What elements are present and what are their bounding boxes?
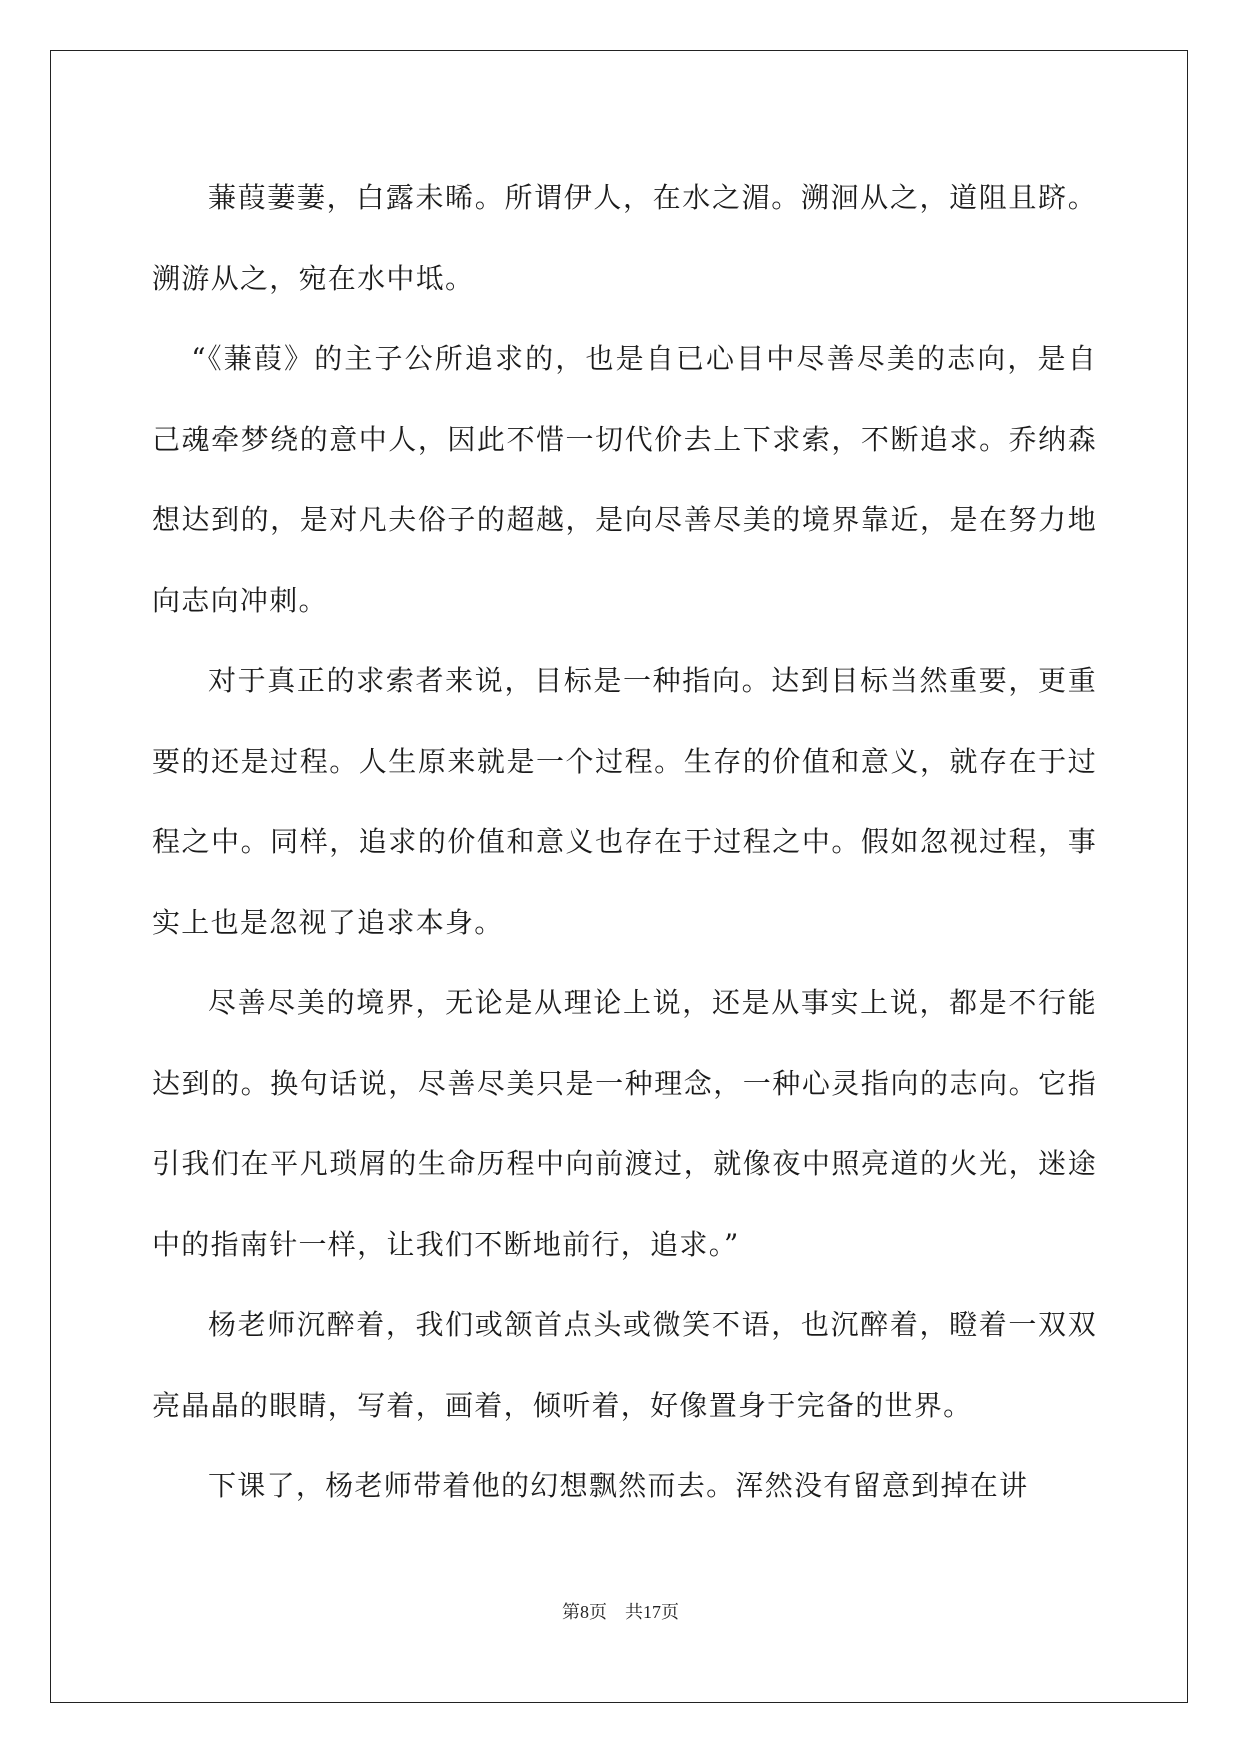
- paragraph-poem: 蒹葭萋萋，白露未晞。所谓伊人，在水之湄。溯洄从之，道阻且跻。溯游从之，宛在水中坻。: [152, 181, 1097, 295]
- page-number-footer: 第8页 共17页: [562, 1602, 679, 1622]
- paragraph-quote-start: “《蒹葭》的主子公所追求的，也是自已心目中尽善尽美的志向，是自己魂牵梦绕的意中人，因此不惜一切代价去上下求索，不断追求。乔纳森想达到的，是对凡夫俗子的超越，是向尽善尽美的境界靠近，是在努力地向志向冲刺。: [152, 342, 1097, 617]
- paragraph-class-end: 下课了，杨老师带着他的幻想飘然而去。浑然没有留意到掉在讲: [208, 1469, 1029, 1502]
- document-body: [152, 158, 1097, 1527]
- paragraph-teacher: 杨老师沉醉着，我们或颔首点头或微笑不语，也沉醉着，瞪着一双双亮晶晶的眼睛，写着，画着，倾听着，好像置身于完备的世界。: [152, 1308, 1097, 1422]
- paragraph-goal: 对于真正的求索者来说，目标是一种指向。达到目标当然重要，更重要的还是过程。人生原来就是一个过程。生存的价值和意义，就存在于过程之中。同样，追求的价值和意义也存在于过程之中。假如忽视过程，事实上也是忽视了追求本身。: [152, 664, 1097, 939]
- paragraph-perfection: 尽善尽美的境界，无论是从理论上说，还是从事实上说，都是不行能达到的。换句话说，尽善尽美只是一种理念，一种心灵指向的志向。它指引我们在平凡琐屑的生命历程中向前渡过，就像夜中照亮道的火光，迷途中的指南针一样，让我们不断地前行，追求。”: [152, 986, 1097, 1261]
